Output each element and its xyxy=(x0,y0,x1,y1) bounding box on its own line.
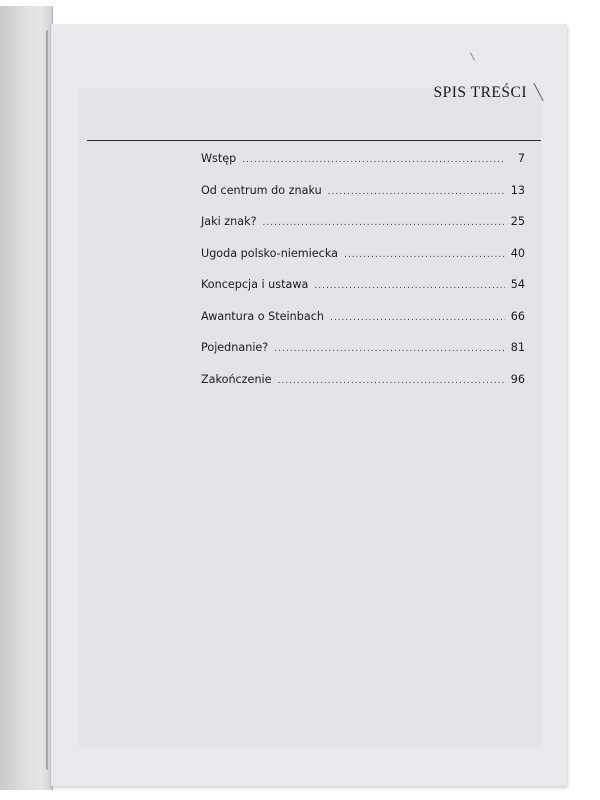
toc-entry-page: 96 xyxy=(510,372,525,386)
toc-list xyxy=(201,152,525,404)
toc-leader-dots xyxy=(328,187,505,197)
toc-entry-title: Jaki znak? xyxy=(201,215,257,228)
toc-entry-page: 40 xyxy=(510,246,525,260)
toc-entry xyxy=(201,152,525,184)
toc-entry xyxy=(201,310,525,342)
toc-entry xyxy=(201,184,525,216)
book-spine-line xyxy=(46,30,48,770)
toc-leader-dots xyxy=(278,376,505,386)
toc-entry-title: Wstęp xyxy=(201,152,237,165)
toc-leader-dots xyxy=(314,281,504,291)
toc-leader-dots xyxy=(263,218,505,228)
toc-entry-title: Koncepcja i ustawa xyxy=(201,278,309,291)
toc-leader-dots xyxy=(274,344,504,354)
toc-entry xyxy=(201,247,525,279)
toc-entry xyxy=(201,278,525,310)
toc-entry-page: 25 xyxy=(510,215,525,228)
toc-leader-dots xyxy=(330,313,505,323)
toc-entry xyxy=(201,373,525,405)
toc-entry-page: 13 xyxy=(510,183,525,197)
toc-entry-page: 66 xyxy=(510,309,525,323)
toc-entry xyxy=(201,341,525,373)
toc-entry-title: Zakończenie xyxy=(201,372,272,386)
toc-entry-title: Ugoda polsko-niemiecka xyxy=(201,246,338,260)
toc-entry-page: 81 xyxy=(510,341,525,354)
toc-entry-title: Pojednanie? xyxy=(201,341,269,354)
toc-entry-title: Awantura o Steinbach xyxy=(201,309,324,323)
page-title: SPIS TREŚCI xyxy=(433,84,527,101)
table-of-contents-page xyxy=(50,24,567,786)
toc-entry-title: Od centrum do znaku xyxy=(201,183,322,197)
toc-entry-page: 54 xyxy=(510,278,525,291)
toc-entry xyxy=(201,215,525,247)
title-divider xyxy=(87,140,541,141)
toc-leader-dots xyxy=(344,250,505,260)
pencil-mark xyxy=(470,52,475,60)
toc-entry-page: 7 xyxy=(517,152,525,165)
toc-leader-dots xyxy=(242,155,505,165)
